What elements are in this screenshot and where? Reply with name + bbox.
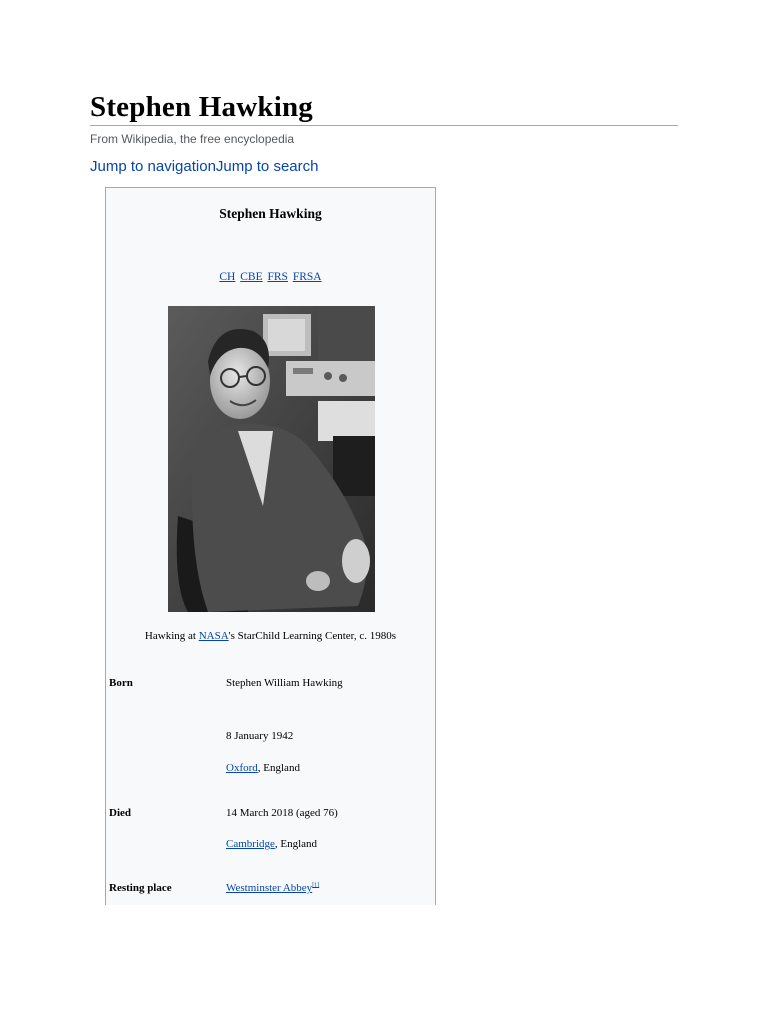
site-tagline: From Wikipedia, the free encyclopedia: [90, 132, 295, 146]
westminster-abbey-link[interactable]: Westminster Abbey: [226, 882, 313, 894]
born-label: Born: [109, 677, 133, 689]
death-place: [226, 837, 317, 851]
caption-suffix: 's StarChild Learning Center, c. 1980s: [228, 630, 397, 642]
page-title: Stephen Hawking: [90, 91, 313, 123]
died-label: Died: [109, 807, 131, 819]
resting-place-value: [226, 881, 319, 895]
birth-name: Stephen William Hawking: [226, 677, 343, 689]
birth-date: 8 January 1942: [226, 730, 294, 742]
birth-place-rest: , England: [257, 762, 300, 774]
oxford-link[interactable]: Oxford: [226, 762, 258, 774]
resting-place-label: Resting place: [109, 882, 172, 894]
jump-to-search-link[interactable]: Jump to search: [215, 158, 319, 175]
infobox: [105, 187, 436, 905]
birth-place: [226, 761, 300, 775]
post-nominal-frsa-link[interactable]: FRSA: [292, 271, 322, 283]
post-nominals: [106, 270, 435, 284]
cambridge-link[interactable]: Cambridge: [226, 838, 275, 850]
death-place-rest: , England: [274, 838, 318, 850]
title-divider: [90, 125, 678, 126]
image-caption: [106, 629, 435, 643]
jump-links: [90, 157, 318, 177]
reference-link[interactable]: [1]: [312, 882, 320, 889]
death-date: 14 March 2018 (aged 76): [226, 807, 338, 819]
infobox-title: Stephen Hawking: [219, 206, 322, 221]
portrait-image[interactable]: [168, 306, 375, 612]
post-nominal-frs-link[interactable]: FRS: [267, 271, 288, 283]
caption-nasa-link[interactable]: NASA: [198, 630, 229, 642]
jump-to-navigation-link[interactable]: Jump to navigation: [90, 158, 216, 175]
post-nominal-cbe-link[interactable]: CBE: [240, 271, 263, 283]
post-nominal-ch-link[interactable]: CH: [219, 271, 236, 283]
caption-prefix: Hawking at: [144, 630, 199, 642]
